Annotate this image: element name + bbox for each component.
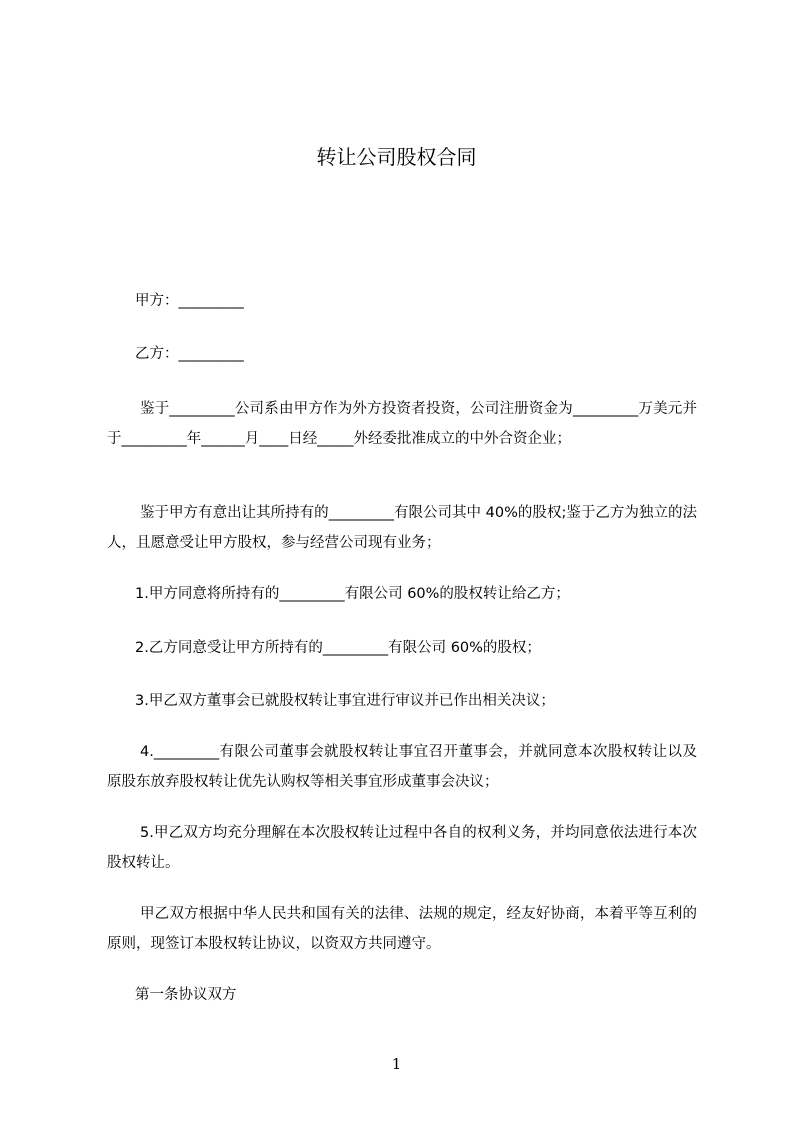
clause-1: 1.甲方同意将所持有的_________有限公司 60%的股权转让给乙方； (135, 586, 570, 602)
article-1-heading: 第一条协议双方 (135, 987, 237, 1003)
document-title: 转让公司股权合同 (316, 145, 477, 169)
agreement-preamble: 甲乙双方根据中华人民共和国有关的法律、法规的规定，经友好协商，本着平等互利的原则，现签订本股权转让协议，以资双方共同遵守。 (107, 906, 697, 952)
recital-transfer-intent: 鉴于甲方有意出让其所持有的_________有限公司其中 40%的股权;鉴于乙方为独立的法人，且愿意受让甲方股权，参与经营公司现有业务； (107, 505, 697, 551)
party-b-line: 乙方：_________ (135, 346, 244, 362)
clause-4: 4._________有限公司董事会就股权转让事宜召开董事会，并就同意本次股权转让以及原股东放弃股权转让优先认购权等相关事宜形成董事会决议； (107, 744, 697, 790)
page-number: 1 (391, 1055, 402, 1073)
recital-company-establishment: 鉴于_________公司系由甲方作为外方投资者投资，公司注册资金为_________万美元并于_________年______月____日经_____外经委批准成立的中外合资企业； (107, 401, 697, 447)
clause-2: 2.乙方同意受让甲方所持有的_________有限公司 60%的股权； (135, 640, 541, 656)
clause-3: 3.甲乙双方董事会已就股权转让事宜进行审议并已作出相关决议； (135, 693, 555, 709)
party-a-line: 甲方：_________ (135, 293, 244, 309)
clause-5: 5.甲乙双方均充分理解在本次股权转让过程中各自的权利义务，并均同意依法进行本次股权转让。 (107, 825, 697, 871)
